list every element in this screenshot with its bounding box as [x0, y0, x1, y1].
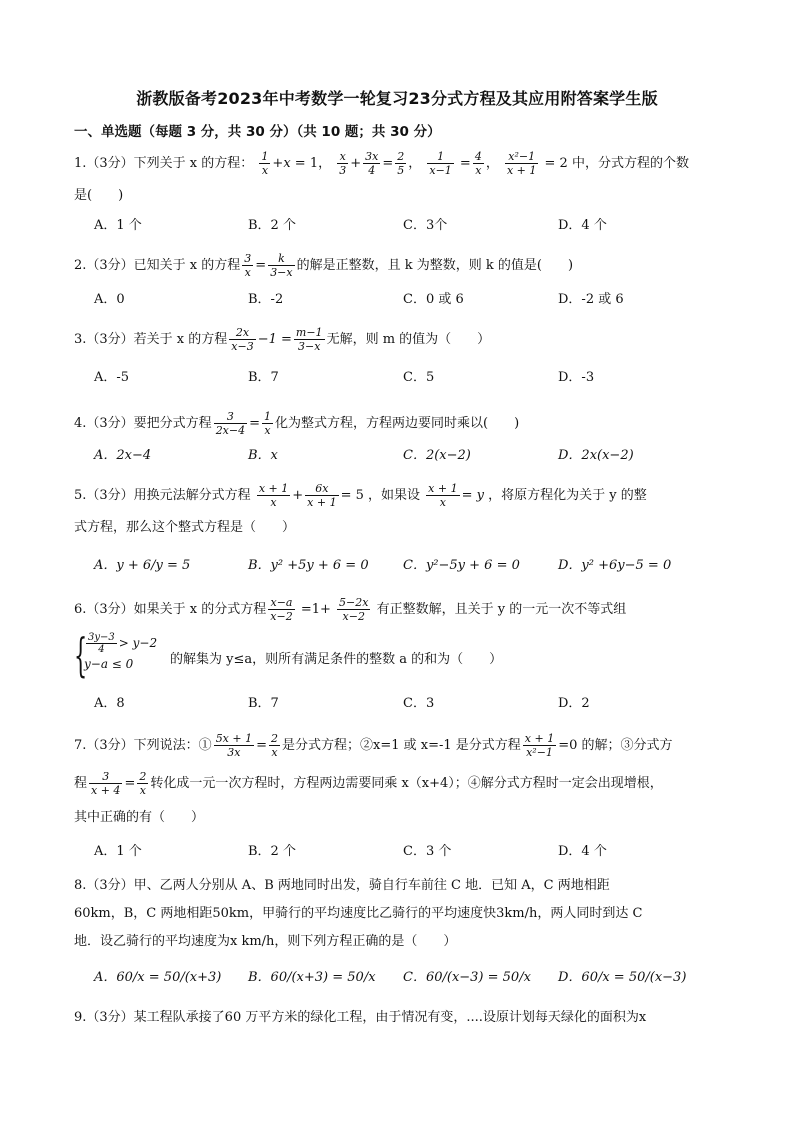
- q7-stem-text-2: 程: [74, 776, 88, 791]
- q4-stem-text: 4.（3分）要把分式方程: [74, 416, 212, 431]
- q2-option-c[interactable]: C．0 或 6: [403, 292, 464, 307]
- q6-inequality-system: $\frac{3y-3}{4}$ > y−2 y−a ≤ 0: [84, 632, 158, 671]
- q8-option-d[interactable]: D．60/x = 50/(x−3): [558, 970, 687, 985]
- q6-inequality-1: > y−2: [118, 636, 158, 650]
- q4-stem-text-end: 化为整式方程，方程两边要同时乘以( ): [275, 416, 520, 431]
- q1-stem-text-end: 中，分式方程的个数: [571, 156, 689, 171]
- q6-option-d[interactable]: D．2: [558, 696, 590, 711]
- q1-stem: 1.（3分）下列关于 x 的方程： $\frac{1}{x}$ +x = 1， $\frac{x}{3}$ + $\frac{3x}{4}$ = $\frac{2}{5}$ ， $\frac{1}{x-1}$ = $\frac{4}{x}$ ， $\frac{\text{x²−1}}{x + 1}$ = 2 中，分式方程的个数: [74, 150, 689, 177]
- q1-equation-1: $\frac{1}{x}$: [261, 150, 269, 177]
- q8-stem: 8.（3分）甲、乙两人分别从 A、B 两地同时出发，骑自行车前往 C 地．已知 A，C 两地相距: [74, 878, 610, 893]
- q4-equation: $\frac{3}{2x-4}$: [215, 410, 246, 437]
- paper-title: 浙教版备考2023年中考数学一轮复习23分式方程及其应用附答案学生版: [136, 89, 658, 108]
- q1-option-a[interactable]: A．1 个: [94, 218, 142, 233]
- q7-equation-2: $\frac{x + 1}{\text{x²−1}}$: [524, 732, 555, 759]
- q8-option-c[interactable]: C．60/(x−3) = 50/x: [403, 970, 531, 985]
- q3-stem: 3.（3分）若关于 x 的方程 $\frac{2x}{x-3}$ −1 = $\frac{m-1}{3-x}$ 无解，则 m 的值为（ ）: [74, 326, 491, 353]
- q2-stem: 2.（3分）已知关于 x 的方程 $\frac{3}{x}$ = $\frac{k}{3-x}$ 的解是正整数，且 k 为整数，则 k 的值是( ): [74, 252, 574, 279]
- q2-stem-text: 2.（3分）已知关于 x 的方程: [74, 258, 241, 273]
- q1-option-c[interactable]: C．3个: [403, 218, 448, 233]
- q9-stem: 9.（3分）某工程队承接了60 万平方米的绿化工程，由于情况有变，....设原计划每天绿化的面积为x: [74, 1010, 647, 1025]
- q4-option-a[interactable]: A．2x−4: [94, 448, 152, 463]
- q8-option-b[interactable]: B．60/(x+3) = 50/x: [248, 970, 376, 985]
- q2-option-a[interactable]: A．0: [94, 292, 125, 307]
- q7-stem-text-mid: 是分式方程；②x=1 或 x=-1 是分式方程: [282, 738, 521, 753]
- q2-option-b[interactable]: B．-2: [248, 292, 284, 307]
- q1-equation-2: $\frac{x}{3}$: [339, 150, 347, 177]
- q2-stem-text-end: 的解是正整数，且 k 为整数，则 k 的值是( ): [296, 258, 574, 273]
- q6-stem: 6.（3分）如果关于 x 的分式方程 $\frac{x-a}{x-2}$ =1+ $\frac{5-2x}{x-2}$ 有正整数解，且关于 y 的一元一次不等式组: [74, 596, 627, 623]
- q1-option-b[interactable]: B．2 个: [248, 218, 296, 233]
- q2-option-d[interactable]: D．-2 或 6: [558, 292, 624, 307]
- q1-stem-text: 1.（3分）下列关于 x 的方程：: [74, 156, 254, 171]
- q5-equation: $\frac{x + 1}{x}$: [258, 482, 289, 509]
- q1-equation-3: $\frac{1}{x-1}$: [429, 150, 452, 177]
- q5-stem-text: 5.（3分）用换元法解分式方程: [74, 488, 251, 503]
- q6-stem-cont: 的解集为 y≤a，则所有满足条件的整数 a 的和为（ ）: [170, 652, 503, 667]
- q6-stem-text-end: 有正整数解，且关于 y 的一元一次不等式组: [376, 602, 627, 617]
- q1-equation-4: $\frac{\text{x²−1}}{x + 1}$: [506, 150, 537, 177]
- q6-option-b[interactable]: B．7: [248, 696, 279, 711]
- q5-substitution: $\frac{x + 1}{x}$: [428, 482, 458, 509]
- q7-stem-text-3: 转化成一元一次方程时，方程两边需要同乘 x（x+4）；④解分式方程时一定会出现增根，: [150, 776, 663, 791]
- q8-option-a[interactable]: A．60/x = 50/(x+3): [94, 970, 222, 985]
- q7-stem-cont: 程 $\frac{3}{x + 4}$ = $\frac{2}{x}$ 转化成一元一次方程时，方程两边需要同乘 x（x+4）；④解分式方程时一定会出现增根，: [74, 770, 663, 797]
- q4-option-d[interactable]: D．2x(x−2): [558, 448, 634, 463]
- q1-stem-cont: 是( ): [74, 188, 124, 203]
- q3-option-c[interactable]: C．5: [403, 370, 435, 385]
- q8-stem-end: 地．设乙骑行的平均速度为x km/h，则下列方程正确的是（ ）: [74, 934, 457, 949]
- q5-stem-text-mid: ，如果设: [368, 488, 421, 503]
- q2-equation: $\frac{3}{x}$: [244, 252, 252, 279]
- q5-option-b[interactable]: B．y² +5y + 6 = 0: [248, 558, 369, 573]
- q3-stem-text-end: 无解，则 m 的值为（ ）: [326, 332, 491, 347]
- q6-stem-text: 6.（3分）如果关于 x 的分式方程: [74, 602, 267, 617]
- brace-icon: {: [74, 628, 88, 682]
- q7-stem-end: 其中正确的有（ ）: [74, 810, 205, 825]
- q4-option-c[interactable]: C．2(x−2): [403, 448, 471, 463]
- q3-option-a[interactable]: A．-5: [94, 370, 130, 385]
- q4-stem: 4.（3分）要把分式方程 $\frac{3}{2x-4}$ = $\frac{1}{x}$ 化为整式方程，方程两边要同时乘以( ): [74, 410, 520, 437]
- section-heading: 一、单选题（每题 3 分，共 30 分）（共 10 题；共 30 分）: [74, 124, 441, 140]
- q7-stem-text: 7.（3分）下列说法：①: [74, 738, 212, 753]
- q5-option-a[interactable]: A．y + 6/y = 5: [94, 558, 191, 573]
- q6-inequality-2: y−a ≤ 0: [84, 657, 134, 671]
- q6-option-c[interactable]: C．3: [403, 696, 435, 711]
- q7-option-c[interactable]: C．3 个: [403, 844, 452, 859]
- q6-equation: $\frac{x-a}{x-2}$: [270, 596, 293, 623]
- q7-option-a[interactable]: A．1 个: [94, 844, 142, 859]
- q3-option-d[interactable]: D．-3: [558, 370, 595, 385]
- q3-stem-text: 3.（3分）若关于 x 的方程: [74, 332, 228, 347]
- q5-stem-text-end: ，将原方程化为关于 y 的整: [488, 488, 647, 503]
- q7-equation-3: $\frac{3}{x + 4}$: [91, 770, 121, 797]
- q5-option-c[interactable]: C．y²−5y + 6 = 0: [403, 558, 520, 573]
- q4-option-b[interactable]: B．x: [248, 448, 278, 463]
- q3-equation: $\frac{2x}{x-3}$: [231, 326, 254, 353]
- q7-option-b[interactable]: B．2 个: [248, 844, 296, 859]
- q5-option-d[interactable]: D．y² +6y−5 = 0: [558, 558, 672, 573]
- q8-stem-cont: 60km，B，C 两地相距50km，甲骑行的平均速度比乙骑行的平均速度快3km/h，两人同时到达 C: [74, 906, 643, 921]
- q7-equation-1: $\frac{5x + 1}{3x}$: [215, 732, 253, 759]
- q6-option-a[interactable]: A．8: [94, 696, 125, 711]
- q5-stem-cont: 式方程，那么这个整式方程是（ ）: [74, 520, 296, 535]
- q3-option-b[interactable]: B．7: [248, 370, 279, 385]
- q7-option-d[interactable]: D．4 个: [558, 844, 607, 859]
- q5-stem: 5.（3分）用换元法解分式方程 $\frac{x + 1}{x}$ + $\frac{6x}{x + 1}$ = 5 ，如果设 $\frac{x + 1}{x}$ = y ，将原方程化为关于 y 的整: [74, 482, 647, 509]
- q1-option-d[interactable]: D．4 个: [558, 218, 607, 233]
- q7-stem: 7.（3分）下列说法：① $\frac{5x + 1}{3x}$ = $\frac{2}{x}$ 是分式方程；②x=1 或 x=-1 是分式方程 $\frac{x + 1}{\text{x²−1}}$ =0 的解；③分式方: [74, 732, 673, 759]
- q7-stem-text-end: =0 的解；③分式方: [558, 738, 673, 753]
